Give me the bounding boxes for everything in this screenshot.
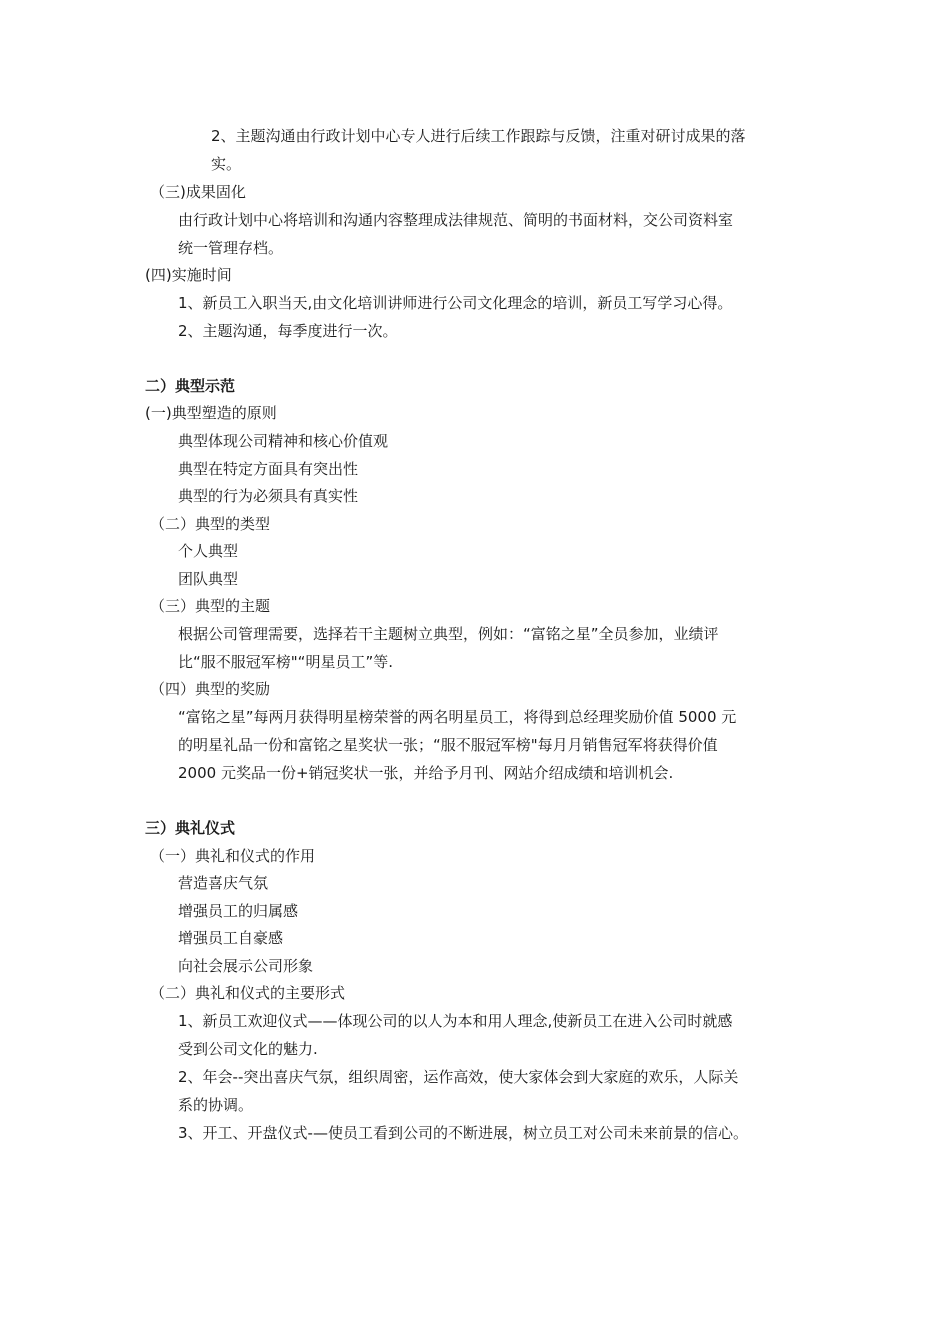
list-item: 营造喜庆气氛 — [178, 874, 269, 892]
subsection-heading: （一）典礼和仪式的作用 — [150, 847, 316, 865]
paragraph-line: “富铭之星”每两月获得明星榜荣誉的两名明星员工，将得到总经理奖励价值 5000 元 — [178, 708, 737, 726]
subsection-heading: (一)典型塑造的原则 — [145, 404, 277, 422]
list-item: 1、新员工欢迎仪式——体现公司的以人为本和用人理念,使新员工在进入公司时就感 — [178, 1012, 733, 1030]
list-item: 增强员工的归属感 — [178, 902, 299, 920]
list-item: 团队典型 — [178, 570, 239, 588]
list-item: 系的协调。 — [178, 1096, 254, 1114]
subsection-heading: （三)成果固化 — [150, 183, 246, 201]
section-heading: 二）典型示范 — [145, 377, 236, 395]
section-heading: 三）典礼仪式 — [145, 819, 236, 837]
subsection-heading: （二）典型的类型 — [150, 515, 271, 533]
list-item: 增强员工自豪感 — [178, 929, 284, 947]
list-item: 1、新员工入职当天,由文化培训讲师进行公司文化理念的培训，新员工写学习心得。 — [178, 294, 733, 312]
list-item: 2、年会--突出喜庆气氛，组织周密，运作高效，使大家体会到大家庭的欢乐，人际关 — [178, 1068, 739, 1086]
subsection-heading: （四）典型的奖励 — [150, 680, 271, 698]
list-item: 向社会展示公司形象 — [178, 957, 314, 975]
list-item: 2、主题沟通，每季度进行一次。 — [178, 322, 398, 340]
list-item: 3、开工、开盘仪式-—使员工看到公司的不断进展，树立员工对公司未来前景的信心。 — [178, 1124, 748, 1142]
paragraph-line: 根据公司管理需要，选择若干主题树立典型，例如：“富铭之星”全员参加，业绩评 — [178, 625, 719, 643]
list-item: 受到公司文化的魅力. — [178, 1040, 318, 1058]
list-item: 典型的行为必须具有真实性 — [178, 487, 359, 505]
paragraph-line: 的明星礼品一份和富铭之星奖状一张；“服不服冠军榜"每月月销售冠军将获得价值 — [178, 736, 718, 754]
subsection-heading: （二）典礼和仪式的主要形式 — [150, 984, 346, 1002]
subsection-heading: (四)实施时间 — [145, 266, 232, 284]
paragraph-line: 比“服不服冠军榜"“明星员工”等. — [178, 653, 393, 671]
list-item: 典型体现公司精神和核心价值观 — [178, 432, 389, 450]
paragraph-line: 统一管理存档。 — [178, 239, 284, 257]
paragraph-line: 2、主题沟通由行政计划中心专人进行后续工作跟踪与反馈，注重对研讨成果的落 — [211, 127, 746, 145]
paragraph-line: 2000 元奖品一份+销冠奖状一张，并给予月刊、网站介绍成绩和培训机会. — [178, 764, 674, 782]
subsection-heading: （三）典型的主题 — [150, 597, 271, 615]
paragraph-line: 实。 — [211, 155, 242, 173]
list-item: 个人典型 — [178, 542, 239, 560]
paragraph-line: 由行政计划中心将培训和沟通内容整理成法律规范、简明的书面材料，交公司资料室 — [178, 211, 734, 229]
list-item: 典型在特定方面具有突出性 — [178, 460, 359, 478]
